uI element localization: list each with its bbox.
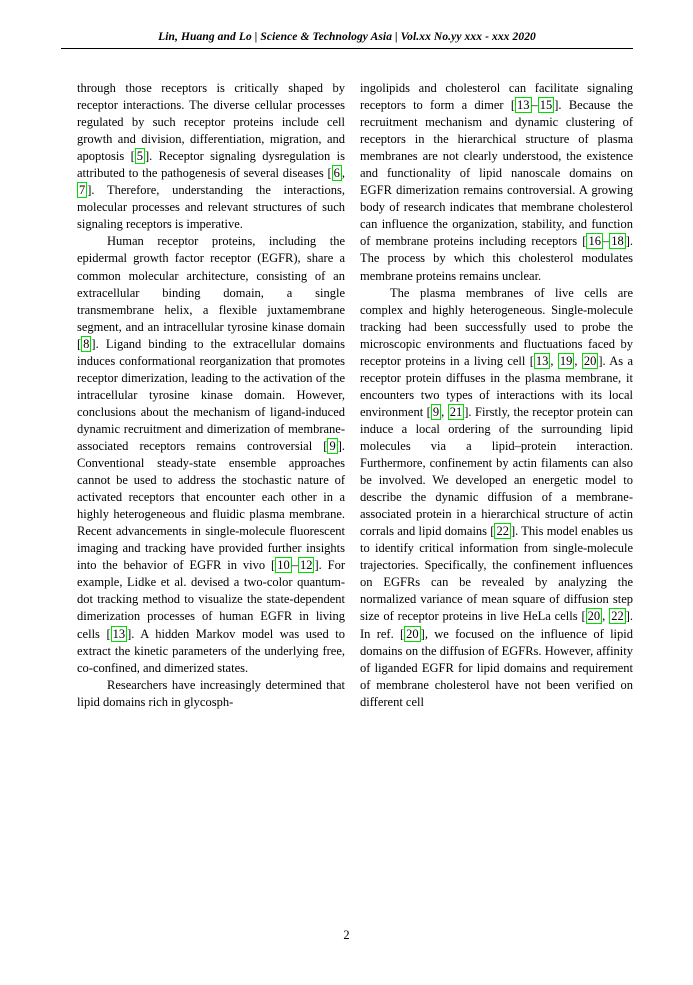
citation-link[interactable]: 20 bbox=[406, 626, 419, 641]
citation-link[interactable]: 7 bbox=[79, 183, 86, 198]
two-column-body bbox=[77, 80, 633, 711]
citation-link[interactable]: 9 bbox=[432, 404, 440, 419]
citation-link[interactable]: 13 bbox=[112, 626, 126, 641]
page-footer bbox=[0, 928, 693, 943]
paragraph: Researchers have increasingly determined that lipid domains rich in glycosph- bbox=[77, 677, 345, 709]
page-number: 2 bbox=[343, 928, 350, 942]
header-rule bbox=[61, 48, 633, 49]
left-column bbox=[77, 80, 345, 711]
citation-link[interactable]: 20 bbox=[587, 609, 601, 624]
paragraph: Human receptor proteins, including the epidermal growth factor receptor (EGFR), share a common molecular architecture, consisting of an extracellular binding domain, a single transmembrane helix, a flexible juxtamembrane segment, and an intracellular tyrosine kinase domain [ 8 ]. Ligand binding to the extracellular domains induces conformational reorganization that promotes receptor dimerization, leading to the activation of the intracellular tyrosine kinase domain. However, conclusions about the mechanism of ligand-induced dynamic recruitment and dimerization of membrane-associated receptors remains controversial [ 9 ]. Conventional steady-state ensemble approaches cannot be used to address the stochastic nature of activated receptors that encounter each other in a highly heterogeneous and fluidic plasma membrane. Recent advancements in single-molecule fluorescent imaging and tracking have provided further insights into the behavior of EGFR in vivo [ 10 – 12 ]. For example, Lidke et al. devised a two-color quantum-dot tracking method to visualize the state-dependent dimerization processes of human EGFR in living cells [ 13 ]. A hidden Markov model was used to extract the kinetic parameters of the underlying free, co-confined, and dimerized states. bbox=[77, 234, 346, 675]
citation-link[interactable]: 19 bbox=[559, 353, 573, 368]
citation-link[interactable]: 16 bbox=[588, 234, 601, 249]
citation-link[interactable]: 10 bbox=[277, 558, 290, 573]
citation-link[interactable]: 15 bbox=[539, 98, 553, 113]
paragraph: ingolipids and cholesterol can facilitate signaling receptors to form a dimer [ 13 – 15 ]. Because the recruitment mechanism and dynamic clustering of receptors in the hierarchical structure of plasma membranes are not clearly understood, the existence and functionality of lipid nanoscale domains on EGFR dimerization remains controversial. A growing body of research indicates that membrane cholesterol can influence the organization, stability, and function of membrane proteins including receptors [ 16 – 18 ]. The process by which this cholesterol modulates membrane proteins remains unclear. bbox=[360, 81, 633, 283]
citation-link[interactable]: 12 bbox=[299, 558, 313, 573]
citation-link[interactable]: 22 bbox=[611, 609, 624, 624]
paragraph: The plasma membranes of live cells are complex and highly heterogeneous. Single-molecule tracking had been successfully used to probe the microscopic environments and fluctuations faced by receptor proteins in a living cell [ 13 , 19 , 20 ]. As a receptor protein diffuses in the plasma membrane, it encounters two types of interactions with its local environment [ 9 , 21 ]. Firstly, the receptor protein can induce a local ordering of the surrounding lipid molecules via a lipid–protein interaction. Furthermore, confinement by actin filaments can also be involved. We developed an energetic model to describe the dynamic diffusion of a membrane-associated protein in a hierarchical structure of actin corrals and lipid domains [ 22 ]. This model enables us to identify critical information from single-molecule trajectories. Specifically, the confinement influences on EGFRs can be revealed by analyzing the normalized variance of mean square of diffusion step size of receptor proteins in live HeLa cells [ 20 , 22 ]. In ref. [ 20 ], we focused on the influence of lipid domains on the diffusion of EGFRs. However, affinity of liganded EGFR for lipid domains and requirement of membrane cholesterol have not been verified on different cell bbox=[360, 285, 634, 709]
citation-link[interactable]: 20 bbox=[583, 353, 597, 368]
running-head-text: Lin, Huang and Lo | Science & Technology Asia | Vol.xx No.yy xxx - xxx 2020 bbox=[158, 31, 536, 43]
citation-link[interactable]: 8 bbox=[83, 336, 90, 351]
right-column bbox=[360, 80, 633, 711]
citation-link[interactable]: 5 bbox=[136, 149, 143, 164]
citation-link[interactable]: 18 bbox=[611, 234, 624, 249]
citation-link[interactable]: 13 bbox=[535, 353, 549, 368]
running-header bbox=[61, 0, 633, 49]
citation-link[interactable]: 21 bbox=[449, 404, 463, 419]
citation-link[interactable]: 9 bbox=[329, 438, 336, 453]
citation-link[interactable]: 22 bbox=[496, 524, 509, 539]
citation-link[interactable]: 13 bbox=[517, 98, 530, 113]
paragraph: through those receptors is critically shaped by receptor interactions. The diverse cellular processes regulated by such receptor proteins include cell growth and division, differentiation, migration, and apoptosis [ 5 ]. Receptor signaling dysregulation is attributed to the pathogenesis of several diseases [ 6 , 7 ]. Therefore, understanding the interactions, molecular processes and relevant structures of such signaling receptors is imperative. bbox=[77, 81, 345, 232]
citation-link[interactable]: 6 bbox=[333, 166, 340, 181]
